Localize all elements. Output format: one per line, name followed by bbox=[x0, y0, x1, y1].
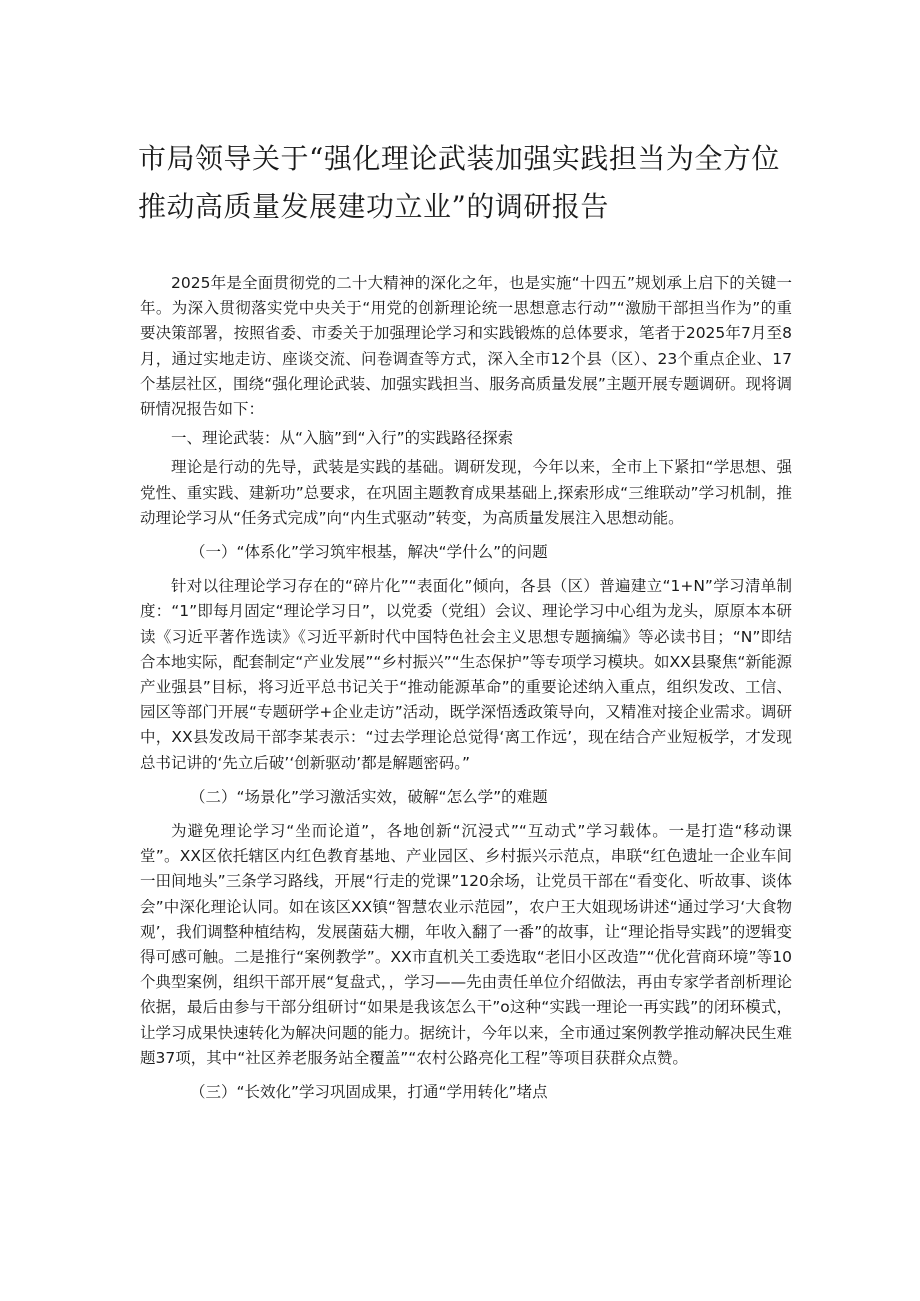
subsection-heading-3: （三）“长效化”学习巩固成果，打通“学用转化”堵点 bbox=[190, 1083, 548, 1102]
section-heading-1: 一、理论武装：从“入脑”到“入行”的实践路径探索 bbox=[171, 429, 514, 448]
subsection-1-paragraph: 针对以往理论学习存在的“碎片化”“表面化”倾向，各县（区）普遍建立“1+N”学习清单制度：“1”即每月固定“理论学习日”，以党委（党组）会议、理论学习中心组为龙头，原原本本研读《习近平著作选读》《习近平新时代中国特色社会主义思想专题摘编》等必读书目；“N”即结合本地实际，配套制定“产业发展”“乡村振兴”“生态保护”等专项学习模块。如XX县聚焦“新能源产业强县”目标，将习近平总书记关于“推动能源革命”的重要论述纳入重点，组织发改、工信、园区等部门开展“专题研学+企业走访”活动，既学深悟透政策导向，又精准对接企业需求。调研中，XX县发改局干部李某表示：“过去学理论总觉得‘离工作远’，现在结合产业短板学，才发现总书记讲的‘先立后破’‘创新驱动’都是解题密码。” bbox=[140, 577, 792, 772]
subsection-2-paragraph: 为避免理论学习“坐而论道”，各地创新“沉浸式”“互动式”学习载体。一是打造“移动课堂”。XX区依托辖区内红色教育基地、产业园区、乡村振兴示范点，串联“红色遗址一企业车间一田间地头”三条学习路线，开展“行走的党课”120余场，让党员干部在“看变化、听故事、谈体会”中深化理论认同。如在该区XX镇“智慧农业示范园”，农户王大姐现场讲述“通过学习‘大食物观’，我们调整种植结构，发展菌菇大棚，年收入翻了一番”的故事，让“理论指导实践”的逻辑变得可感可触。二是推行“案例教学”。XX市直机关工委选取“老旧小区改造”“优化营商环境”等10个典型案例，组织干部开展“复盘式，，学习——先由责任单位介绍做法，再由专家学者剖析理论依据，最后由参与干部分组研讨“如果是我该怎么干”o这种“实践一理论一再实践”的闭环模式，让学习成果快速转化为解决问题的能力。据统计，今年以来，全市通过案例教学推动解决民生难题37项，其中“社区养老服务站全覆盖”“农村公路亮化工程”等项目获群众点赞。 bbox=[140, 822, 792, 1067]
report-title bbox=[138, 135, 838, 231]
report-title-line-1: 市局领导关于“强化理论武装加强实践担当为全方位 bbox=[138, 142, 780, 175]
report-body bbox=[140, 271, 792, 1114]
subsection-heading-2: （二）“场景化”学习激活实效，破解“怎么学”的难题 bbox=[190, 787, 548, 806]
intro-paragraph: 2025年是全面贯彻党的二十大精神的深化之年，也是实施“十四五”规划承上启下的关键一年。为深入贯彻落实党中央关于“用党的创新理论统一思想意志行动”“激励干部担当作为”的重要决策部署，按照省委、市委关于加强理论学习和实践锻炼的总体要求，笔者于2025年7月至8月，通过实地走访、座谈交流、问卷调查等方式，深入全市12个县（区）、23个重点企业、17个基层社区，围绕“强化理论武装、加强实践担当、服务高质量发展”主题开展专题调研。现将调研情况报告如下： bbox=[140, 274, 792, 419]
section-1-paragraph: 理论是行动的先导，武装是实践的基础。调研发现，今年以来，全市上下紧扣“学思想、强党性、重实践、建新功”总要求，在巩固主题教育成果基础上,探索形成“三维联动”学习机制，推动理论学习从“任务式完成”向“内生式驱动”转变，为高质量发展注入思想动能。 bbox=[140, 458, 792, 527]
subsection-heading-1: （一）“体系化”学习筑牢根基，解决“学什么”的问题 bbox=[190, 543, 548, 562]
report-title-line-2: 推动高质量发展建功立业”的调研报告 bbox=[138, 190, 609, 223]
